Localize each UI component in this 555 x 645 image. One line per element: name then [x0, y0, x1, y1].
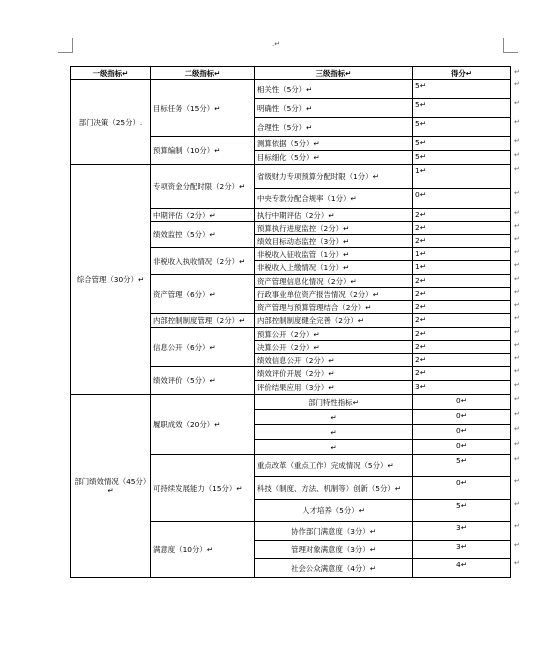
row-end-mark: ↵: [514, 354, 520, 362]
row-end-mark: ↵: [514, 455, 520, 463]
table-header-row: [71, 67, 511, 80]
score-cell: 4↵: [413, 559, 511, 578]
level2-cell: 资产管理（6分）↵: [151, 275, 255, 314]
row-end-mark: ↵: [514, 235, 520, 243]
level3-cell: 绩效评价开展（2分）↵: [255, 367, 413, 381]
level3-cell: ↵: [255, 425, 413, 440]
level3-cell: 明确性（5分）↵: [255, 99, 413, 118]
level3-cell: 资产管理与预算管理结合（2分）↵: [255, 301, 413, 314]
level3-cell: ↵: [255, 440, 413, 455]
score-cell: 3↵: [413, 381, 511, 395]
level2-cell: 绩效监控（5分）↵: [151, 222, 255, 248]
score-cell: 5↵: [413, 137, 511, 151]
score-cell: 0↵: [413, 440, 511, 455]
row-end-mark: ↵: [514, 341, 520, 349]
level3-cell: 部门特性指标↵: [255, 395, 413, 410]
score-cell: 5↵: [413, 151, 511, 165]
level3-cell: 绩效目标动态监控（3分）↵: [255, 235, 413, 248]
row-end-mark: ↵: [514, 367, 520, 375]
row-end-mark: ↵: [514, 137, 520, 145]
table-body: [71, 80, 511, 578]
level3-cell: 人才培养（5分）↵: [255, 500, 413, 522]
level3-cell: 管理对象满意度（3分）↵: [255, 541, 413, 559]
header-level2: 二级指标↵: [151, 67, 255, 80]
level3-cell: 非税收入上缴情况（1分）↵: [255, 261, 413, 275]
level3-cell: 省级财力专项预算分配时限（1分）↵: [255, 165, 413, 189]
paragraph-mark: .↵: [272, 40, 281, 48]
row-end-mark: ↵: [514, 440, 520, 448]
level2-cell: 满意度（10分）↵: [151, 522, 255, 578]
row-end-mark: ↵: [514, 118, 520, 126]
level3-cell: 协作部门满意度（3分）↵: [255, 522, 413, 541]
score-cell: 2↵: [413, 314, 511, 328]
score-cell: 5↵: [413, 500, 511, 522]
level3-cell: 社会公众满意度（4分）↵: [255, 559, 413, 578]
level2-cell: 内部控制制度管理（2分）↵: [151, 314, 255, 328]
level3-cell: 决算公开（2分）↵: [255, 341, 413, 354]
level3-cell: 中央专款分配合规率（1分）↵: [255, 189, 413, 209]
score-cell: 2↵: [413, 275, 511, 288]
level2-cell: 目标任务（15分）↵: [151, 80, 255, 137]
level3-cell: 执行中期评估（2分）↵: [255, 209, 413, 222]
crop-mark-top-left: [58, 38, 73, 53]
row-end-mark: ↵: [514, 541, 520, 549]
score-cell: 2↵: [413, 209, 511, 222]
performance-score-table: [70, 66, 511, 578]
level3-cell: 绩效信息公开（2分）↵: [255, 354, 413, 367]
table-row: [71, 165, 511, 189]
level3-cell: ↵: [255, 410, 413, 425]
row-end-mark: ↵: [514, 500, 520, 508]
level3-cell: 相关性（5分）↵: [255, 80, 413, 99]
score-cell: 2↵: [413, 341, 511, 354]
row-end-mark: ↵: [514, 222, 520, 230]
score-cell: 3↵: [413, 541, 511, 559]
score-cell: 1↵: [413, 261, 511, 275]
level3-cell: 内部控制制度健全完善（2分）↵: [255, 314, 413, 328]
row-end-mark: ↵: [514, 522, 520, 530]
row-end-mark: ↵: [514, 189, 520, 197]
row-end-mark: ↵: [514, 425, 520, 433]
level3-cell: 非税收入征收监管（1分）↵: [255, 248, 413, 261]
level2-cell: 履职成效（20分）↵: [151, 395, 255, 455]
header-level3: 三级指标↵: [255, 67, 413, 80]
score-cell: 2↵: [413, 354, 511, 367]
score-cell: 5↵: [413, 455, 511, 477]
row-end-mark: ↵: [514, 559, 520, 567]
score-cell: 0↵: [413, 477, 511, 500]
level3-cell: 行政事业单位资产报告情况（2分）↵: [255, 288, 413, 301]
row-end-mark: ↵: [514, 68, 520, 76]
level3-cell: 合理性（5分）↵: [255, 118, 413, 137]
level1-cell: 部门决策（25分）.: [71, 80, 151, 165]
row-end-mark: ↵: [514, 395, 520, 403]
header-level1: 一级指标↵: [71, 67, 151, 80]
level3-cell: 资产管理信息化情况（2分）↵: [255, 275, 413, 288]
row-end-mark: ↵: [514, 261, 520, 269]
level1-cell: 部门绩效情况（45分）↵: [71, 395, 151, 578]
level3-cell: 预算执行进度监控（2分）↵: [255, 222, 413, 235]
level2-cell: 专项资金分配时限（2分）↵: [151, 165, 255, 209]
level2-cell: 非税收入执收情况（2分）↵: [151, 248, 255, 275]
score-cell: 2↵: [413, 222, 511, 235]
score-cell: 0↵: [413, 395, 511, 410]
score-cell: 0↵: [413, 425, 511, 440]
score-cell: 3↵: [413, 522, 511, 541]
table-row: [71, 80, 511, 99]
level3-cell: 预算公开（2分）↵: [255, 328, 413, 341]
row-end-mark: ↵: [514, 99, 520, 107]
score-cell: 2↵: [413, 328, 511, 341]
row-end-mark: ↵: [514, 328, 520, 336]
row-end-mark: ↵: [514, 275, 520, 283]
score-cell: 5↵: [413, 80, 511, 99]
row-end-mark: ↵: [514, 151, 520, 159]
score-cell: 2↵: [413, 301, 511, 314]
row-end-mark: ↵: [514, 301, 520, 309]
header-score: 得分↵: [413, 67, 511, 80]
level3-cell: 科技（制度、方法、机制等）创新（5分）↵: [255, 477, 413, 500]
level2-cell: 信息公开（6分）↵: [151, 328, 255, 367]
row-end-mark: ↵: [514, 314, 520, 322]
level2-cell: 预算编制（10分）↵: [151, 137, 255, 165]
level2-cell: 中期评估（2分）↵: [151, 209, 255, 222]
score-cell: 2↵: [413, 367, 511, 381]
score-cell: 1↵: [413, 248, 511, 261]
score-cell: 5↵: [413, 99, 511, 118]
score-cell: 0↵: [413, 410, 511, 425]
level3-cell: 测算依据（5分）↵: [255, 137, 413, 151]
level3-cell: 评价结果应用（3分）↵: [255, 381, 413, 395]
row-end-mark: ↵: [514, 410, 520, 418]
score-cell: 0↵: [413, 189, 511, 209]
row-end-mark: ↵: [514, 248, 520, 256]
crop-mark-top-right: [503, 38, 518, 53]
row-end-mark: ↵: [514, 288, 520, 296]
row-end-mark: ↵: [514, 209, 520, 217]
score-cell: 1↵: [413, 165, 511, 189]
row-end-mark: ↵: [514, 381, 520, 389]
level2-cell: 可持续发展能力（15分）↵: [151, 455, 255, 522]
score-cell: 5↵: [413, 118, 511, 137]
score-cell: 2↵: [413, 235, 511, 248]
row-end-mark: ↵: [514, 165, 520, 173]
row-end-mark: ↵: [514, 80, 520, 88]
score-cell: 2↵: [413, 288, 511, 301]
level3-cell: 目标细化（5分）↵: [255, 151, 413, 165]
level2-cell: 绩效评价（5分）↵: [151, 367, 255, 395]
level1-cell: 综合管理（30分）↵: [71, 165, 151, 395]
row-end-mark: ↵: [514, 477, 520, 485]
table-row: [71, 395, 511, 410]
level3-cell: 重点改革（重点工作）完成情况（5分）↵: [255, 455, 413, 477]
